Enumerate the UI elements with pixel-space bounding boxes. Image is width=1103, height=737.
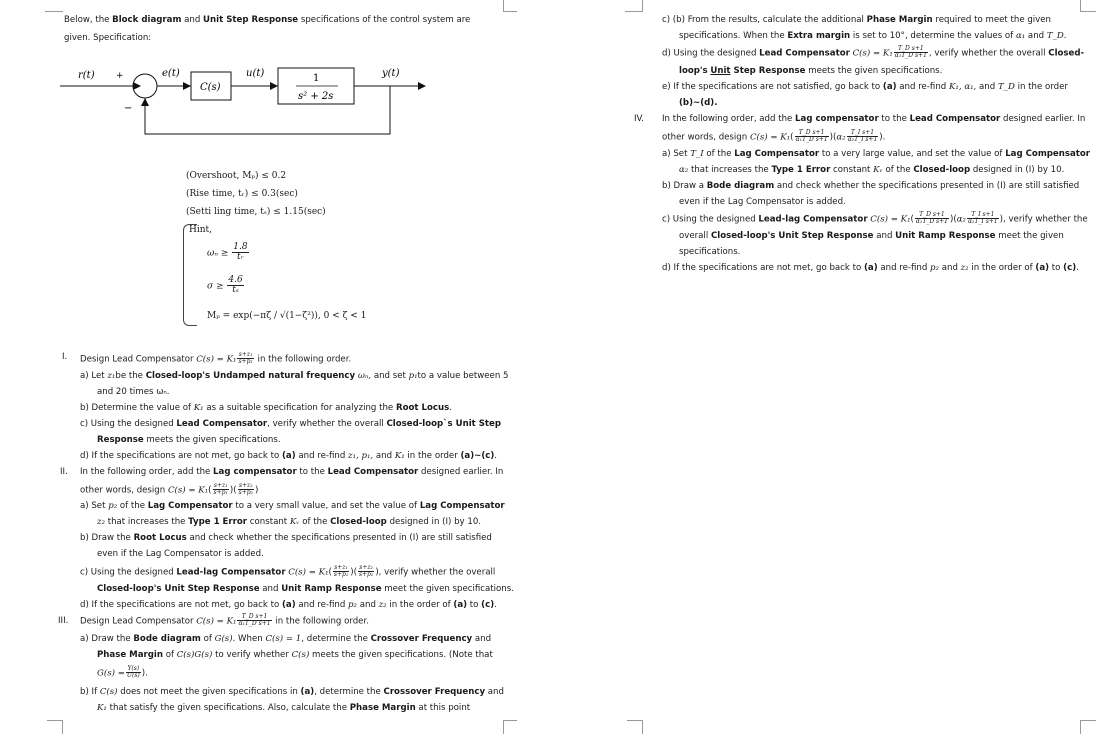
page-corner-mark <box>627 720 643 734</box>
section-2-item-c-line-1: c) Using the designed Lead-lag Compensator C(s) = K₁( $\frac{\text{s+z₁}}{\text{s+p₁}}$ )( $\frac{\text{s+z₂}}{\text{s+p₂}}$ ), verify whether the overall <box>80 564 496 579</box>
section-1-item-c-line-1: c) Using the designed Lead Compensator, verify whether the overall Closed-loop`s Unit Step <box>80 419 502 429</box>
hint-mp-formula: Mₚ = exp(−πζ / √(1−ζ²)), 0 < ζ < 1 <box>207 311 367 321</box>
section-2-item-b-line-2: even if the Lag Compensator is added. <box>97 549 264 559</box>
section-3-number: III. <box>58 616 69 626</box>
section-4-item-c-line-1: c) Using the designed Lead-lag Compensator C(s) = K₁( $\frac{\text{T\_D s+1}}{\text{α₁T\_D s+1}}$ )(α₂ $\frac{\text{T\_I s+1}}{\text{α₂T\_I s+1}}$ ), verify whether the <box>662 211 1088 226</box>
right-item-d-line-1: d) Using the designed Lead Compensator C(s) = K₁ $\frac{\text{T\_D s+1}}{\text{α₁T\_D s+1}}$ , verify whether the overall Closed- <box>662 45 1085 60</box>
section-4-number: IV. <box>634 114 645 124</box>
section-3-item-b-line-1: b) If C(s) does not meet the given specifications in (a), determine the Crossover Frequency and <box>80 687 504 697</box>
section-2-line-1: In the following order, add the Lag compensator to the Lead Compensator designed earlier. In <box>80 467 504 477</box>
right-item-d-line-2: loop's Unit Step Response meets the given specifications. <box>679 66 943 76</box>
section-1-item-a-line-1: a) Let z₁be the Closed-loop's Undamped natural frequency ωₙ, and set p₁to a value between 5 <box>80 371 509 381</box>
section-4-item-b-line-1: b) Draw a Bode diagram and check whether the specifications presented in (I) are still satisfied <box>662 181 1080 191</box>
section-2-number: II. <box>60 467 68 477</box>
section-2-item-b-line-1: b) Draw the Root Locus and check whether the specifications presented in (I) are still satisfied <box>80 533 492 543</box>
page-corner-mark <box>1080 720 1096 734</box>
hint-bracket <box>183 224 197 326</box>
section-4-item-a-line-2: α₂ that increases the Type 1 Error constant Kᵥ of the Closed-loop designed in (I) by 10. <box>679 165 1065 175</box>
section-4-item-c-line-3: specifications. <box>679 247 741 257</box>
intro-line-2: given. Specification: <box>64 33 152 43</box>
section-2-item-c-line-2: Closed-loop's Unit Step Response and Unit Ramp Response meet the given specifications. <box>97 584 514 594</box>
section-1-item-b: b) Determine the value of K₁ as a suitable specification for analyzing the Root Locus. <box>80 403 452 413</box>
plant-denominator: s² + 2s <box>298 91 334 102</box>
right-item-e-line-1: e) If the specifications are not satisfied, go back to (a) and re-find K₁, α₁, and T_D in the order <box>662 82 1068 92</box>
page-corner-mark <box>45 0 63 12</box>
hint-sigma: σ ≥ $\frac{4.6}{\text{tₛ}}$ <box>207 275 243 296</box>
section-2-item-a-line-1: a) Set p₂ of the Lag Compensator to a very small value, and set the value of Lag Compensator <box>80 501 505 511</box>
section-4-item-b-line-2: even if the Lag Compensator is added. <box>679 197 846 207</box>
section-2-line-2: other words, design C(s) = K₁( $\frac{\text{s+z₁}}{\text{s+p₁}}$ )( $\frac{\text{s+z₂}}{\text{s+p₂}}$ ) <box>80 482 259 497</box>
page-corner-mark <box>625 0 643 12</box>
section-4-item-a-line-1: a) Set T_I of the Lag Compensator to a very large value, and set the value of Lag Compensator <box>662 149 1091 159</box>
section-4-line-1: In the following order, add the Lag compensator to the Lead Compensator designed earlier. In <box>662 114 1086 124</box>
right-item-e-line-2: (b)~(d). <box>679 98 718 108</box>
label-y: y(t) <box>382 68 400 79</box>
plant-numerator: 1 <box>313 73 320 84</box>
hint-wn: ωₙ ≥ $\frac{1.8}{\text{tᵣ}}$ <box>207 242 248 263</box>
label-c-block: C(s) <box>200 82 221 93</box>
section-2-item-d: d) If the specifications are not met, go back to (a) and re-find p₂ and z₂ in the order of (a) to (c). <box>80 600 497 610</box>
hint-label: Hint, <box>189 225 213 235</box>
section-3-heading: Design Lead Compensator C(s) = K₁ $\frac{\text{T\_D s+1}}{\text{α₁T\_D s+1}}$ in the following order. <box>80 613 369 628</box>
label-minus: − <box>124 103 133 114</box>
section-2-item-a-line-2: z₂ that increases the Type 1 Error constant Kᵥ of the Closed-loop designed in (I) by 10. <box>97 517 482 527</box>
block-diagram <box>60 58 440 136</box>
label-plus: + <box>116 71 124 81</box>
section-3-item-a-line-1: a) Draw the Bode diagram of G(s). When C(s) = 1, determine the Crossover Frequency and <box>80 634 492 644</box>
label-r: r(t) <box>78 70 95 81</box>
spec-overshoot: (Overshoot, Mₚ) ≤ 0.2 <box>186 171 287 181</box>
section-1-item-a-line-2: and 20 times ωₙ. <box>97 387 170 397</box>
intro-line-1: Below, the Block diagram and Unit Step Response specifications of the control system are <box>64 15 471 25</box>
section-1-item-c-line-2: Response meets the given specifications. <box>97 435 281 445</box>
label-e: e(t) <box>162 68 180 79</box>
section-3-item-a-line-3: G(s) = $\frac{Y(s)}{U(s)}$ ). <box>97 665 148 680</box>
section-4-line-2: other words, design C(s) = K₁( $\frac{\text{T\_D s+1}}{\text{α₁T\_D s+1}}$ )(α₂ $\frac{\text{T\_I s+1}}{\text{α₂T\_I s+1}}$ ). <box>662 129 886 144</box>
spec-settling-time: (Setti ling time, tₛ) ≤ 1.15(sec) <box>186 207 326 217</box>
page-corner-mark <box>503 0 517 12</box>
spec-rise-time: (Rise time, tᵣ) ≤ 0.3(sec) <box>186 189 298 199</box>
feedback-path <box>145 86 390 134</box>
section-4-item-c-line-2: overall Closed-loop's Unit Step Response and Unit Ramp Response meet the given <box>679 231 1064 241</box>
section-3-item-b-line-2: K₁ that satisfy the given specifications. Also, calculate the Phase Margin at this point <box>97 703 471 713</box>
right-item-c-line-1: c) (b) From the results, calculate the additional Phase Margin required to meet the given <box>662 15 1051 25</box>
section-3-item-a-line-2: Phase Margin of C(s)G(s) to verify whether C(s) meets the given specifications. (Note that <box>97 650 493 660</box>
page-corner-mark <box>503 720 517 734</box>
page-corner-mark <box>1080 0 1096 12</box>
section-1-heading: Design Lead Compensator C(s) = K₁ $\frac{\text{s+z₁}}{\text{s+p₁}}$ in the following order. <box>80 351 352 366</box>
page-corner-mark <box>47 720 63 734</box>
section-1-number: I. <box>62 352 68 362</box>
section-4-item-d: d) If the specifications are not met, go back to (a) and re-find p₂ and z₂ in the order of (a) to (c). <box>662 263 1079 273</box>
right-item-c-line-2: specifications. When the Extra margin is set to 10°, determine the values of α₁ and T_D. <box>679 31 1067 41</box>
label-u: u(t) <box>246 68 265 79</box>
section-1-item-d: d) If the specifications are not met, go back to (a) and re-find z₁, p₁, and K₁ in the order (a)~(c). <box>80 451 498 461</box>
